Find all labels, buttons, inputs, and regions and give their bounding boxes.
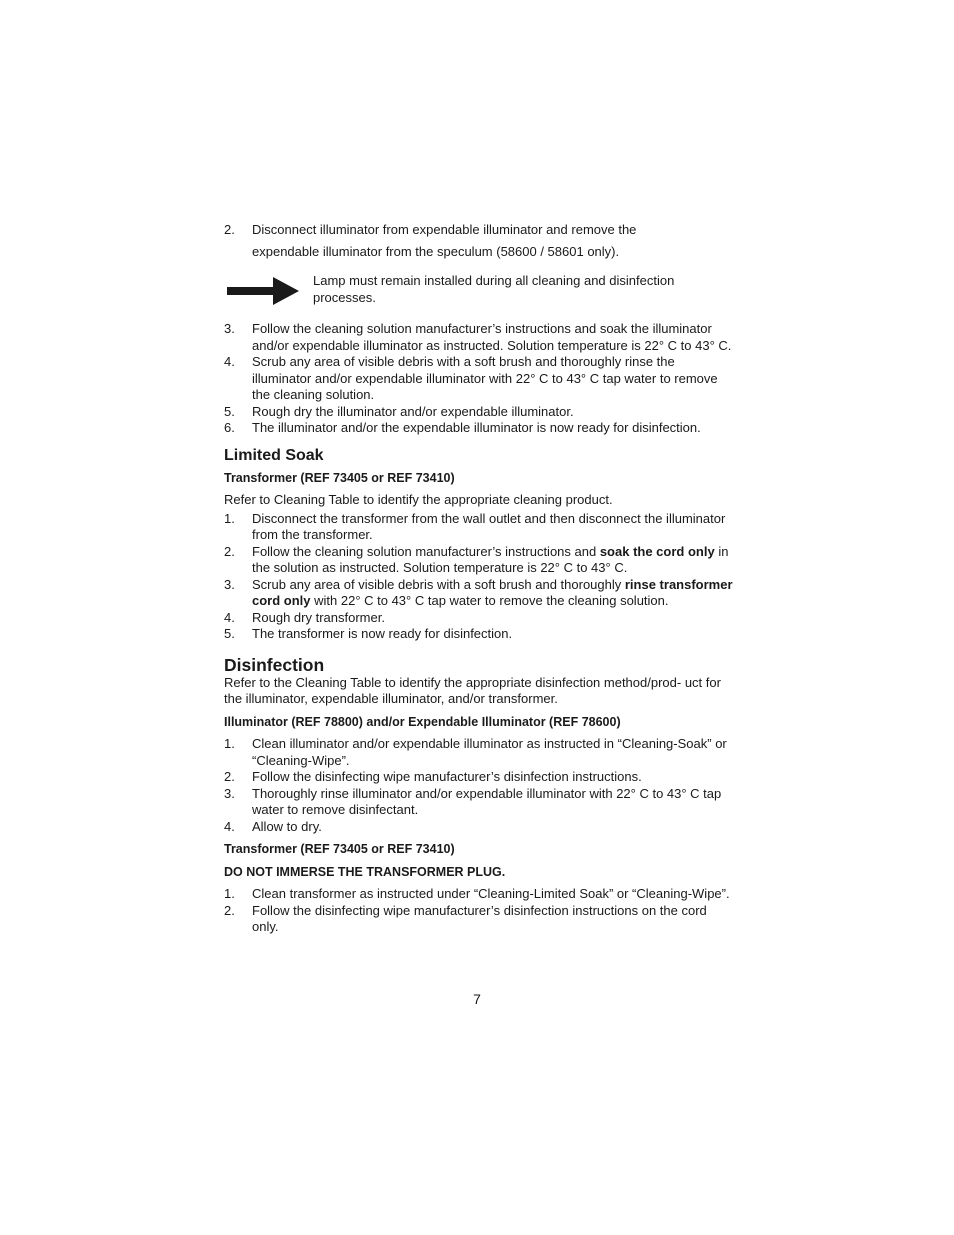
section-heading-limited-soak: Limited Soak: [224, 446, 324, 464]
section-heading-disinfection: Disinfection: [224, 654, 325, 675]
list-item: 4. Allow to dry.: [224, 818, 322, 834]
list-item: 5. Rough dry the illuminator and/or expendable illuminator.: [224, 403, 574, 419]
list-item: 3. Thoroughly rinse illuminator and/or expendable illuminator with 22° C to 43° C tap water to remove disinfectant.: [224, 785, 722, 817]
paragraph-intro: Refer to the Cleaning Table to identify the appropriate disinfection method/prod- uct for the illuminator, expendable illuminator, and/or transformer.: [224, 674, 721, 706]
note-text: Lamp must remain installed during all cleaning and disinfection processes.: [313, 273, 675, 305]
list-item: 2. Follow the disinfecting wipe manufacturer’s disinfection instructions on the cord only.: [224, 902, 707, 934]
emphasis: soak the cord only: [599, 543, 715, 559]
list-item: 1. Disconnect the transformer from the wall outlet and then disconnect the illuminator from the transformer.: [224, 510, 726, 542]
subheading-illuminator: Illuminator (REF 78800) and/or Expendable Illuminator (REF 78600): [224, 714, 621, 729]
subheading-transformer: Transformer (REF 73405 or REF 73410): [224, 470, 455, 485]
list-item: 6. The illuminator and/or the expendable illuminator is now ready for disinfection.: [224, 420, 701, 435]
list-text-line1: Disconnect illuminator from expendable illuminator and remove the: [252, 222, 637, 237]
list-item: 3. Scrub any area of visible debris with a soft brush and thoroughly rinse transformer cord only with 22° C to 43° C tap water to remove the cleaning solution.: [224, 576, 733, 608]
list-number: 2.: [224, 222, 235, 237]
page-number: 7: [473, 991, 481, 1007]
list-item: 2. Follow the cleaning solution manufacturer’s instructions and soak the cord only in the solution as instructed. Solution temperature is 22° C to 43° C.: [224, 543, 729, 575]
subheading-transformer: Transformer (REF 73405 or REF 73410): [224, 842, 455, 856]
list-item: [224, 219, 734, 263]
note-callout: [224, 273, 734, 307]
list-item: 4. Rough dry transformer.: [224, 609, 385, 625]
list-text-line2: expendable illuminator from the speculum (58600 / 58601 only).: [252, 244, 620, 259]
list-item: 3. Follow the cleaning solution manufacturer’s instructions and soak the illuminator and/or expendable illuminator as instructed. Solution temperature is 22° C to 43° C.: [224, 321, 732, 353]
list-item: 5. The transformer is now ready for disinfection.: [224, 626, 513, 641]
paragraph-intro: Refer to Cleaning Table to identify the appropriate cleaning product.: [224, 492, 613, 507]
document-body: [224, 219, 734, 936]
emphasis: rinse transformer cord only: [252, 576, 733, 608]
list-item: 4. Scrub any area of visible debris with a soft brush and thoroughly rinse the illuminator and/or expendable illuminator with 22° C to 43° C tap water to remove the cleaning solution.: [224, 354, 718, 402]
list-item: 2. Follow the disinfecting wipe manufacturer’s disinfection instructions.: [224, 769, 642, 784]
arrow-right-icon: [227, 273, 301, 307]
warning-text: DO NOT IMMERSE THE TRANSFORMER PLUG.: [224, 864, 506, 879]
list-item: 1. Clean transformer as instructed under “Cleaning-Limited Soak” or “Cleaning-Wipe”.: [224, 886, 730, 901]
list-item: 1. Clean illuminator and/or expendable illuminator as instructed in “Cleaning-Soak” or “Cleaning-Wipe”.: [224, 736, 727, 768]
